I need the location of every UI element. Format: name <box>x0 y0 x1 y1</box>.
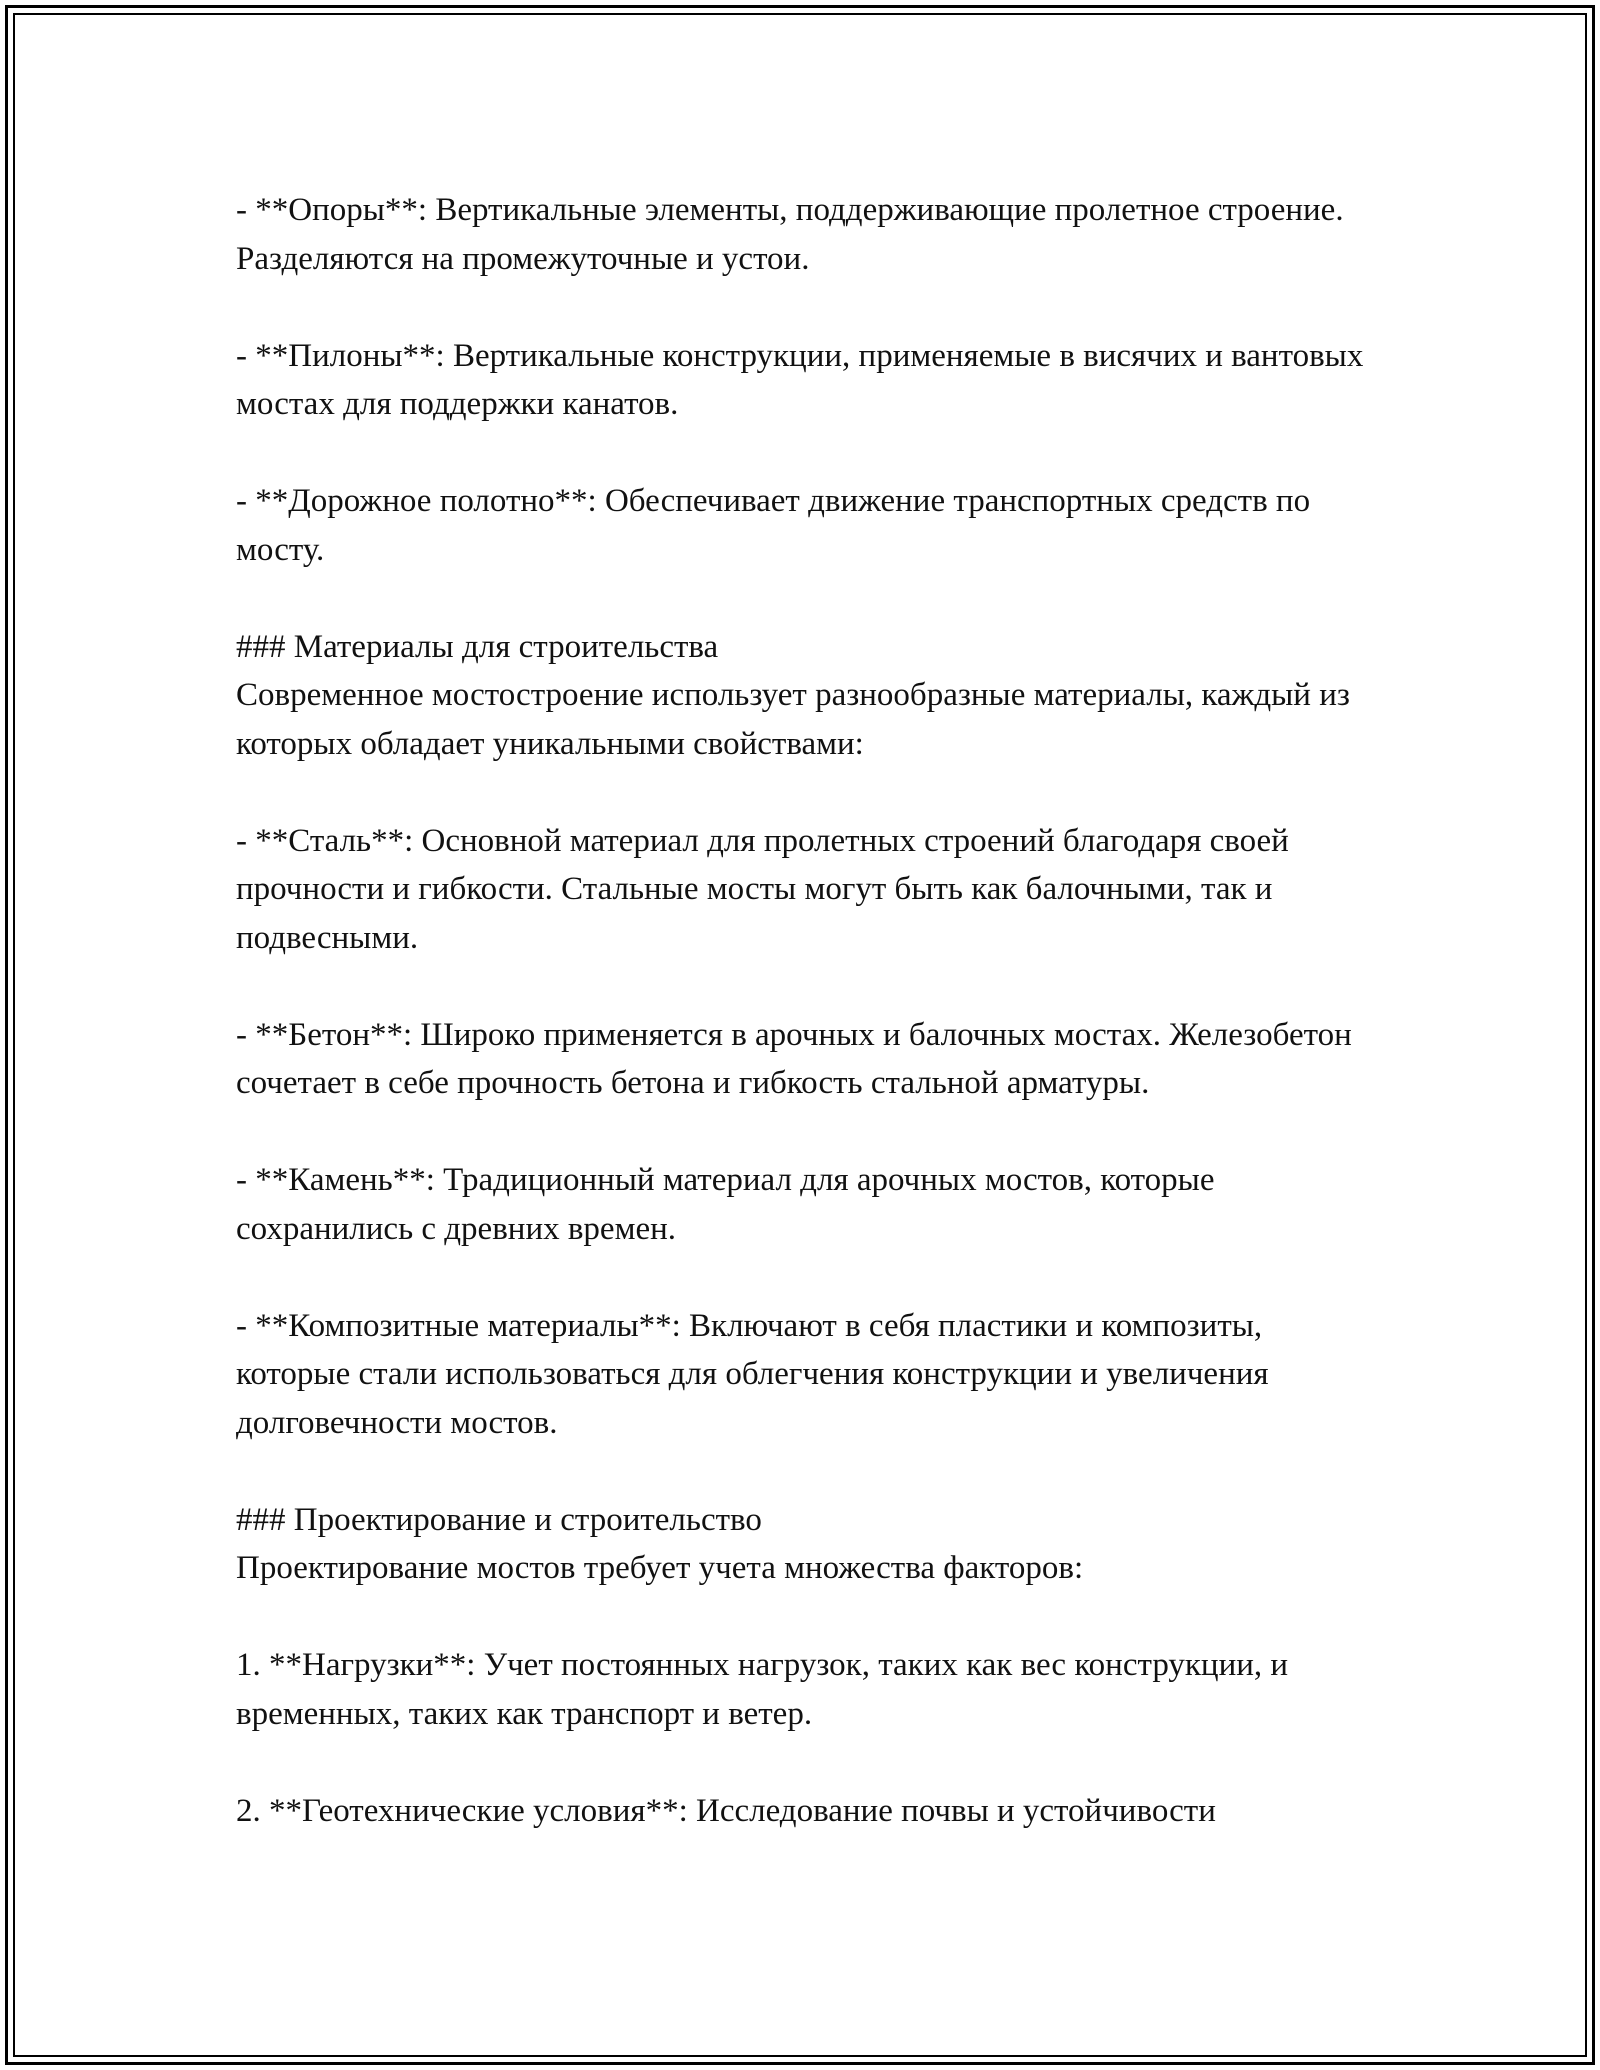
list-item-pylons: - **Пилоны**: Вертикальные конструкции, применяемые в висячих и вантовых мостах для поддержки канатов. <box>236 337 1364 422</box>
section-heading-materials: ### Материалы для строительства <box>236 628 719 665</box>
list-item-steel: - **Сталь**: Основной материал для пролетных строений благодаря своей прочности и гибкости. Стальные мосты могут быть как балочными, так и подвесными. <box>236 822 1289 956</box>
list-item-concrete: - **Бетон**: Широко применяется в арочных и балочных мостах. Железобетон сочетает в себе прочность бетона и гибкость стальной арматуры. <box>236 1016 1352 1101</box>
document-body <box>236 186 1376 1884</box>
materials-intro: Современное мостостроение использует разнообразные материалы, каждый из которых обладает уникальными свойствами: <box>236 677 1350 762</box>
section-heading-design: ### Проектирование и строительство <box>236 1501 762 1538</box>
numbered-item-loads: 1. **Нагрузки**: Учет постоянных нагрузок, таких как вес конструкции, и временных, таких как транспорт и ветер. <box>236 1647 1289 1732</box>
numbered-item-geotechnical: 2. **Геотехнические условия**: Исследование почвы и устойчивости <box>236 1792 1216 1829</box>
list-item-composites: - **Композитные материалы**: Включают в себя пластики и композиты, которые стали использоваться для облегчения конструкции и увеличения долговечности мостов. <box>236 1307 1269 1441</box>
design-intro: Проектирование мостов требует учета множества факторов: <box>236 1550 1084 1586</box>
list-item-supports: - **Опоры**: Вертикальные элементы, поддерживающие пролетное строение. Разделяются на промежуточные и устои. <box>236 192 1344 277</box>
list-item-roadway: - **Дорожное полотно**: Обеспечивает движение транспортных средств по мосту. <box>236 483 1311 568</box>
list-item-stone: - **Камень**: Традиционный материал для арочных мостов, которые сохранились с древних времен. <box>236 1162 1215 1247</box>
